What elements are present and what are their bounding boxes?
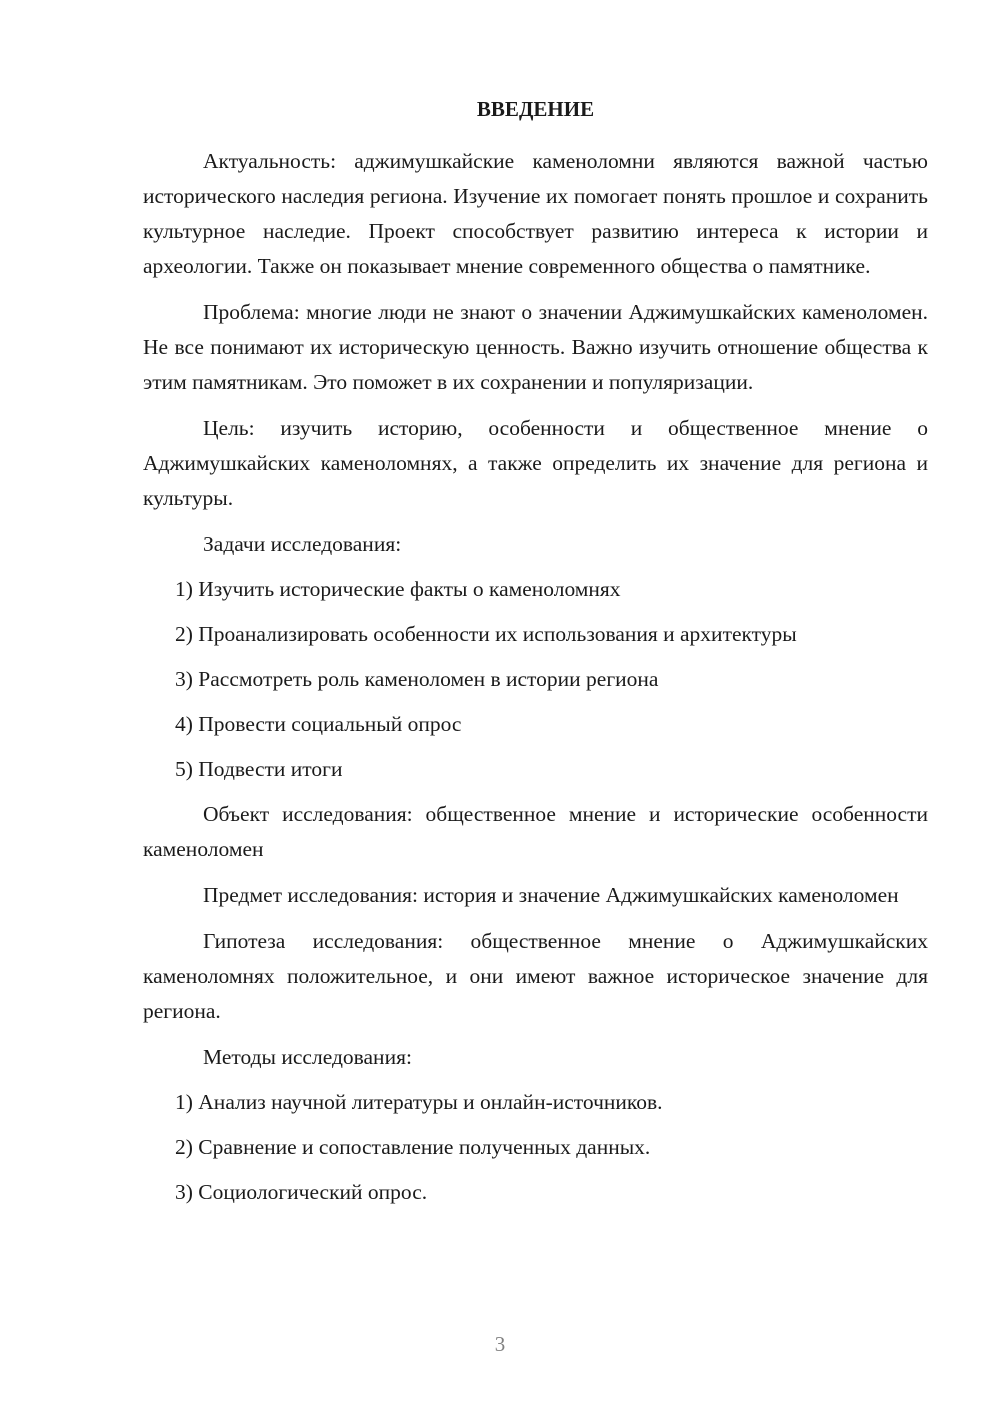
page-number: 3 bbox=[494, 1332, 506, 1356]
methods-heading: Методы исследования: bbox=[203, 1045, 412, 1069]
document-page bbox=[143, 92, 928, 1220]
subject-paragraph: Предмет исследования: история и значение Аджимушкайских каменоломен bbox=[203, 883, 899, 907]
object-paragraph: Объект исследования: общественное мнение и исторические особенности каменоломен bbox=[143, 802, 928, 861]
task-item: 1) Изучить исторические факты о каменоломнях bbox=[175, 577, 621, 601]
task-item: 3) Рассмотреть роль каменоломен в истории региона bbox=[175, 667, 659, 691]
method-item: 2) Сравнение и сопоставление полученных данных. bbox=[175, 1135, 651, 1159]
task-item: 2) Проанализировать особенности их использования и архитектуры bbox=[175, 622, 797, 646]
problem-paragraph: Проблема: многие люди не знают о значении Аджимушкайских каменоломен. Не все понимают их историческую ценность. Важно изучить отношение общества к этим памятникам. Это поможет в их сохранении и популяризации. bbox=[143, 300, 928, 394]
page-title: ВВЕДЕНИЕ bbox=[476, 97, 595, 121]
task-item: 4) Провести социальный опрос bbox=[175, 712, 462, 736]
method-item: 3) Социологический опрос. bbox=[175, 1180, 428, 1204]
hypothesis-paragraph: Гипотеза исследования: общественное мнение о Аджимушкайских каменоломнях положительное, и они имеют важное историческое значение для региона. bbox=[143, 929, 928, 1023]
method-item: 1) Анализ научной литературы и онлайн-источников. bbox=[175, 1090, 663, 1114]
methods-list bbox=[143, 1085, 928, 1210]
goal-paragraph: Цель: изучить историю, особенности и общественное мнение о Аджимушкайских каменоломнях, а также определить их значение для региона и культуры. bbox=[143, 416, 928, 510]
task-item: 5) Подвести итоги bbox=[175, 757, 343, 781]
tasks-heading: Задачи исследования: bbox=[203, 532, 402, 556]
tasks-list bbox=[143, 572, 928, 787]
relevance-paragraph: Актуальность: аджимушкайские каменоломни являются важной частью исторического наследия региона. Изучение их помогает понять прошлое и сохранить культурное наследие. Проект способствует развитию интереса к истории и археологии. Также он показывает мнение современного общества о памятнике. bbox=[143, 149, 928, 278]
